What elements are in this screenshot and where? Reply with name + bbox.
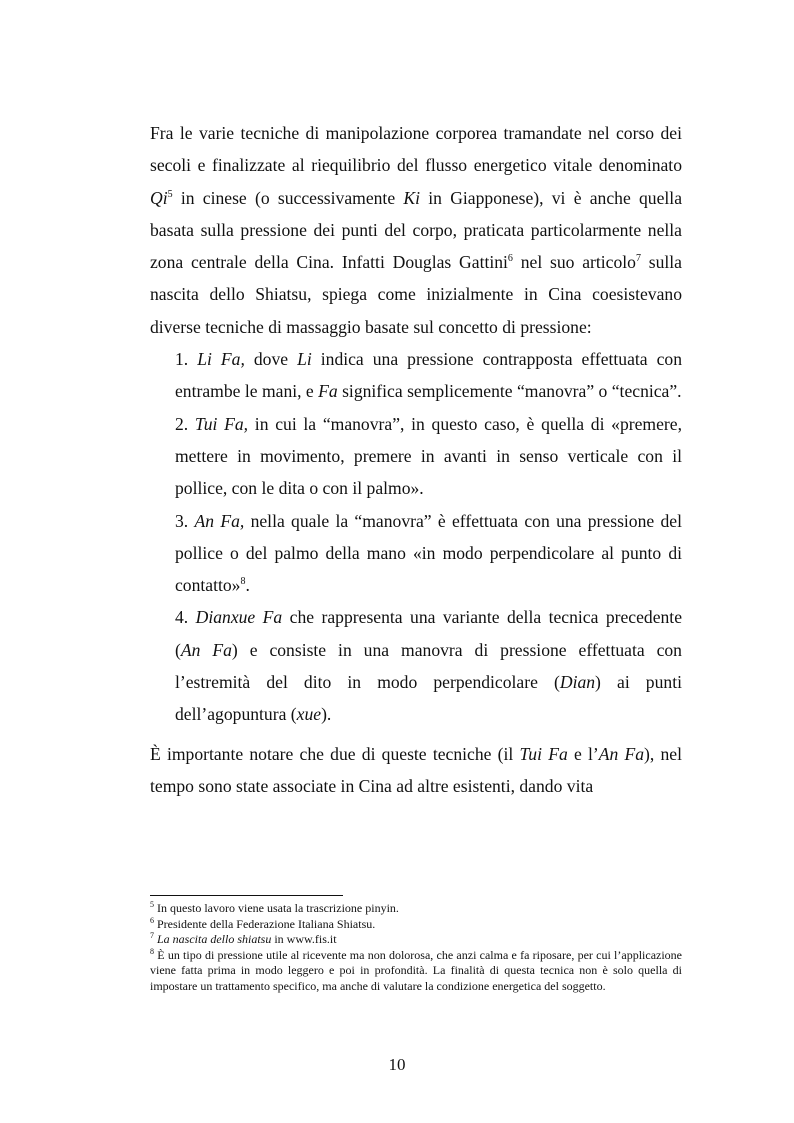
- footnote-5: [150, 901, 682, 917]
- footnote-text: È un tipo di pressione utile al ricevente ma non dolorosa, che anzi calma e fa riposare, per cui l’applicazione viene fatta prima in modo leggero e poi in profondità. La finalità di questa tecnica non è solo quella di impostare un trattamento specifico, ma anche di valutare la condizione energetica del soggetto.: [150, 947, 682, 993]
- text-run: ), nel tempo sono state associate in Cina ad altre esistenti, dando vita: [150, 743, 682, 796]
- footnote-7: [150, 932, 682, 948]
- footnote-text: In questo lavoro viene usata la trascrizione pinyin.: [154, 901, 399, 915]
- footnote-6: [150, 917, 682, 933]
- technique-name: Li Fa,: [197, 349, 245, 370]
- text-run: significa semplicemente “manovra” o “tecnica”.: [337, 381, 682, 402]
- footnote-ref-6[interactable]: 6: [507, 253, 513, 265]
- text-run: dove: [244, 349, 298, 370]
- technique-name: An Fa,: [194, 510, 245, 531]
- footnote-8: [150, 948, 682, 995]
- footnote-ref-7[interactable]: 7: [635, 253, 641, 265]
- term-ki: Ki: [403, 187, 421, 208]
- term-dian: Dian: [559, 672, 596, 693]
- body-text: [150, 117, 682, 802]
- footnotes: [150, 901, 682, 994]
- text-run: ) e consiste in una manovra di pressione effettuata con l’estremità del dito in modo perpendicolare (: [175, 639, 682, 693]
- list-number: 4.: [175, 607, 189, 628]
- footnote-ref-5[interactable]: 5: [167, 188, 173, 200]
- term-an-fa: An Fa: [180, 639, 232, 660]
- list-number: 1.: [175, 349, 189, 370]
- term-tui-fa: Tui Fa: [519, 743, 568, 764]
- footnote-separator: [150, 895, 343, 896]
- text-run: Fra le varie tecniche di manipolazione corporea tramandate nel corso dei secoli e finalizzate al riequilibrio del flusso energetico vitale denominato: [150, 123, 682, 176]
- list-number: 3.: [175, 510, 189, 531]
- footnote-text: in www.fis.it: [271, 932, 337, 946]
- term-qi: Qi: [150, 187, 168, 208]
- footnote-text: Presidente della Federazione Italiana Shiatsu.: [154, 916, 376, 931]
- technique-name: Tui Fa,: [194, 413, 249, 434]
- text-run: ) ai punti dell’agopuntura (: [175, 672, 682, 725]
- footnote-number: 5: [150, 900, 154, 909]
- term-xue: xue: [296, 704, 322, 725]
- footnote-ref-8[interactable]: 8: [240, 576, 246, 588]
- footnote-number: 6: [150, 915, 154, 925]
- list-item-li-fa: [175, 343, 682, 408]
- list-item-an-fa: [175, 505, 682, 602]
- paragraph-intro: [150, 117, 682, 343]
- text-run: ).: [321, 704, 332, 725]
- paragraph-conclusion: [150, 738, 682, 803]
- list-item-dianxue-fa: [175, 601, 682, 730]
- footnote-number: 7: [150, 931, 154, 940]
- text-run: e l’: [567, 743, 599, 764]
- text-run: indica una pressione contrapposta effettuata con entrambe le mani, e: [175, 349, 683, 402]
- list-number: 2.: [175, 413, 189, 434]
- text-run: in cui la “manovra”, in questo caso, è quella di «premere, mettere in movimento, premere in avanti in senso verticale con il pollice, con le dita o con il palmo».: [175, 413, 682, 499]
- text-run: in cinese (o successivamente: [172, 187, 404, 208]
- term-an-fa: An Fa: [598, 743, 645, 764]
- page-number: 10: [388, 1055, 406, 1074]
- text-run: È importante notare che due di queste tecniche (il: [150, 743, 520, 764]
- text-run: nella quale la “manovra” è effettuata con una pressione del pollice o del palmo della mano «in modo perpendicolare al punto di contatto»: [175, 510, 682, 596]
- term-li: Li: [297, 349, 312, 370]
- text-run: che rappresenta una variante della tecnica precedente (: [175, 607, 683, 660]
- footnote-number: 8: [150, 946, 154, 956]
- term-fa: Fa: [318, 381, 338, 402]
- text-run: nel suo articolo: [512, 252, 636, 273]
- text-run: .: [245, 575, 250, 596]
- techniques-list: [150, 343, 682, 731]
- text-run: sulla nascita dello Shiatsu, spiega come inizialmente in Cina coesistevano diverse tecniche di massaggio basate sul concetto di pressione:: [150, 252, 682, 337]
- technique-name: Dianxue Fa: [195, 607, 283, 628]
- list-item-tui-fa: [175, 408, 682, 505]
- text-run: in Giapponese), vi è anche quella basata sulla pressione dei punti del corpo, praticata particolarmente nella zona centrale della Cina. Infatti Douglas Gattini: [150, 187, 683, 273]
- article-title: La nascita dello shiatsu: [157, 932, 272, 946]
